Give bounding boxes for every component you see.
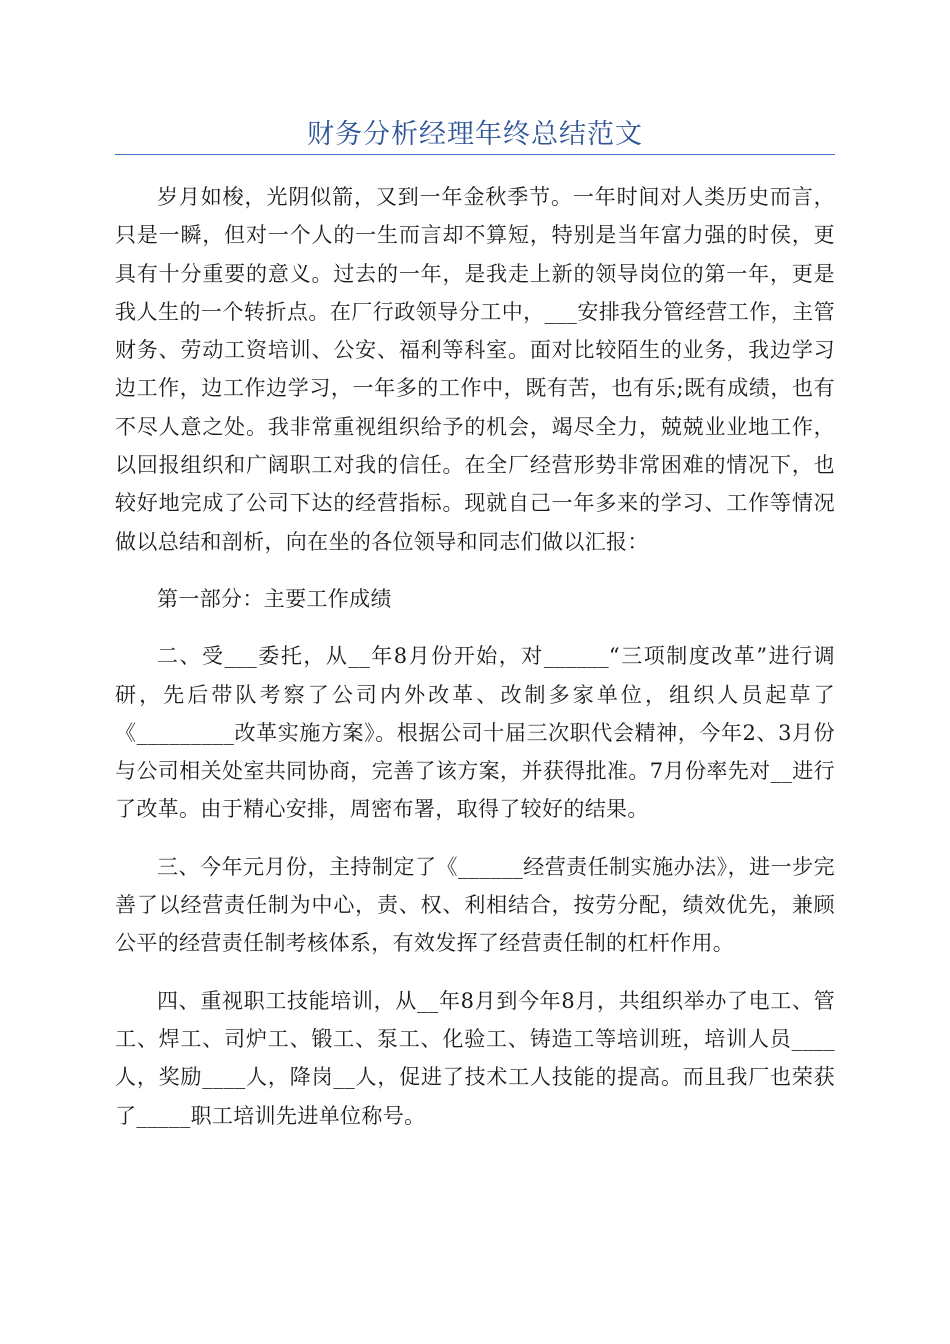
document-page: [115, 0, 835, 1135]
paragraph-spacer: [115, 561, 835, 580]
document-title: 财务分析经理年终总结范文: [307, 119, 643, 150]
section-heading: 第一部分：主要工作成绩: [157, 586, 392, 611]
paragraph-spacer: [115, 963, 835, 982]
paragraph-item-4: 四、重视职工技能培训，从__年8月到今年8月，共组织举办了电工、管工、焊工、司炉工、锻工、泵工、化验工、铸造工等培训班，培训人员____人，奖励____人，降岗__人，促进了技术工人技能的提高。而且我厂也荣获了_____职工培训先进单位称号。: [115, 988, 835, 1128]
paragraph-spacer: [115, 829, 835, 848]
paragraph-item-2: 二、受___委托，从__年8月份开始，对______“三项制度改革”进行调研，先后带队考察了公司内外改革、改制多家单位，组织人员起草了《_________改革实施方案》。根据公司十届三次职代会精神，今年2、3月份与公司相关处室共同协商，完善了该方案，并获得批准。7月份率先对__进行了改革。由于精心安排，周密布署，取得了较好的结果。: [115, 644, 835, 822]
paragraph-spacer: [115, 618, 835, 637]
paragraph-item-3: 三、今年元月份，主持制定了《______经营责任制实施办法》，进一步完善了以经营责任制为中心，责、权、利相结合，按劳分配，绩效优先，兼顾公平的经营责任制考核体系，有效发挥了经营责任制的杠杆作用。: [115, 854, 835, 956]
paragraph-intro: 岁月如梭，光阴似箭，又到一年金秋季节。一年时间对人类历史而言，只是一瞬，但对一个人的一生而言却不算短，特别是当年富力强的时侯，更具有十分重要的意义。过去的一年，是我走上新的领导岗位的第一年，更是我人生的一个转折点。在厂行政领导分工中，___安排我分管经营工作，主管财务、劳动工资培训、公安、福利等科室。面对比较陌生的业务，我边学习边工作，边工作边学习，一年多的工作中，既有苦，也有乐;既有成绩，也有不尽人意之处。我非常重视组织给予的机会，竭尽全力，兢兢业业地工作，以回报组织和广阔职工对我的信任。在全厂经营形势非常困难的情况下，也较好地完成了公司下达的经营指标。现就自己一年多来的学习、工作等情况做以总结和剖析，向在坐的各位领导和同志们做以汇报：: [115, 185, 835, 554]
title-underline: [115, 154, 835, 155]
